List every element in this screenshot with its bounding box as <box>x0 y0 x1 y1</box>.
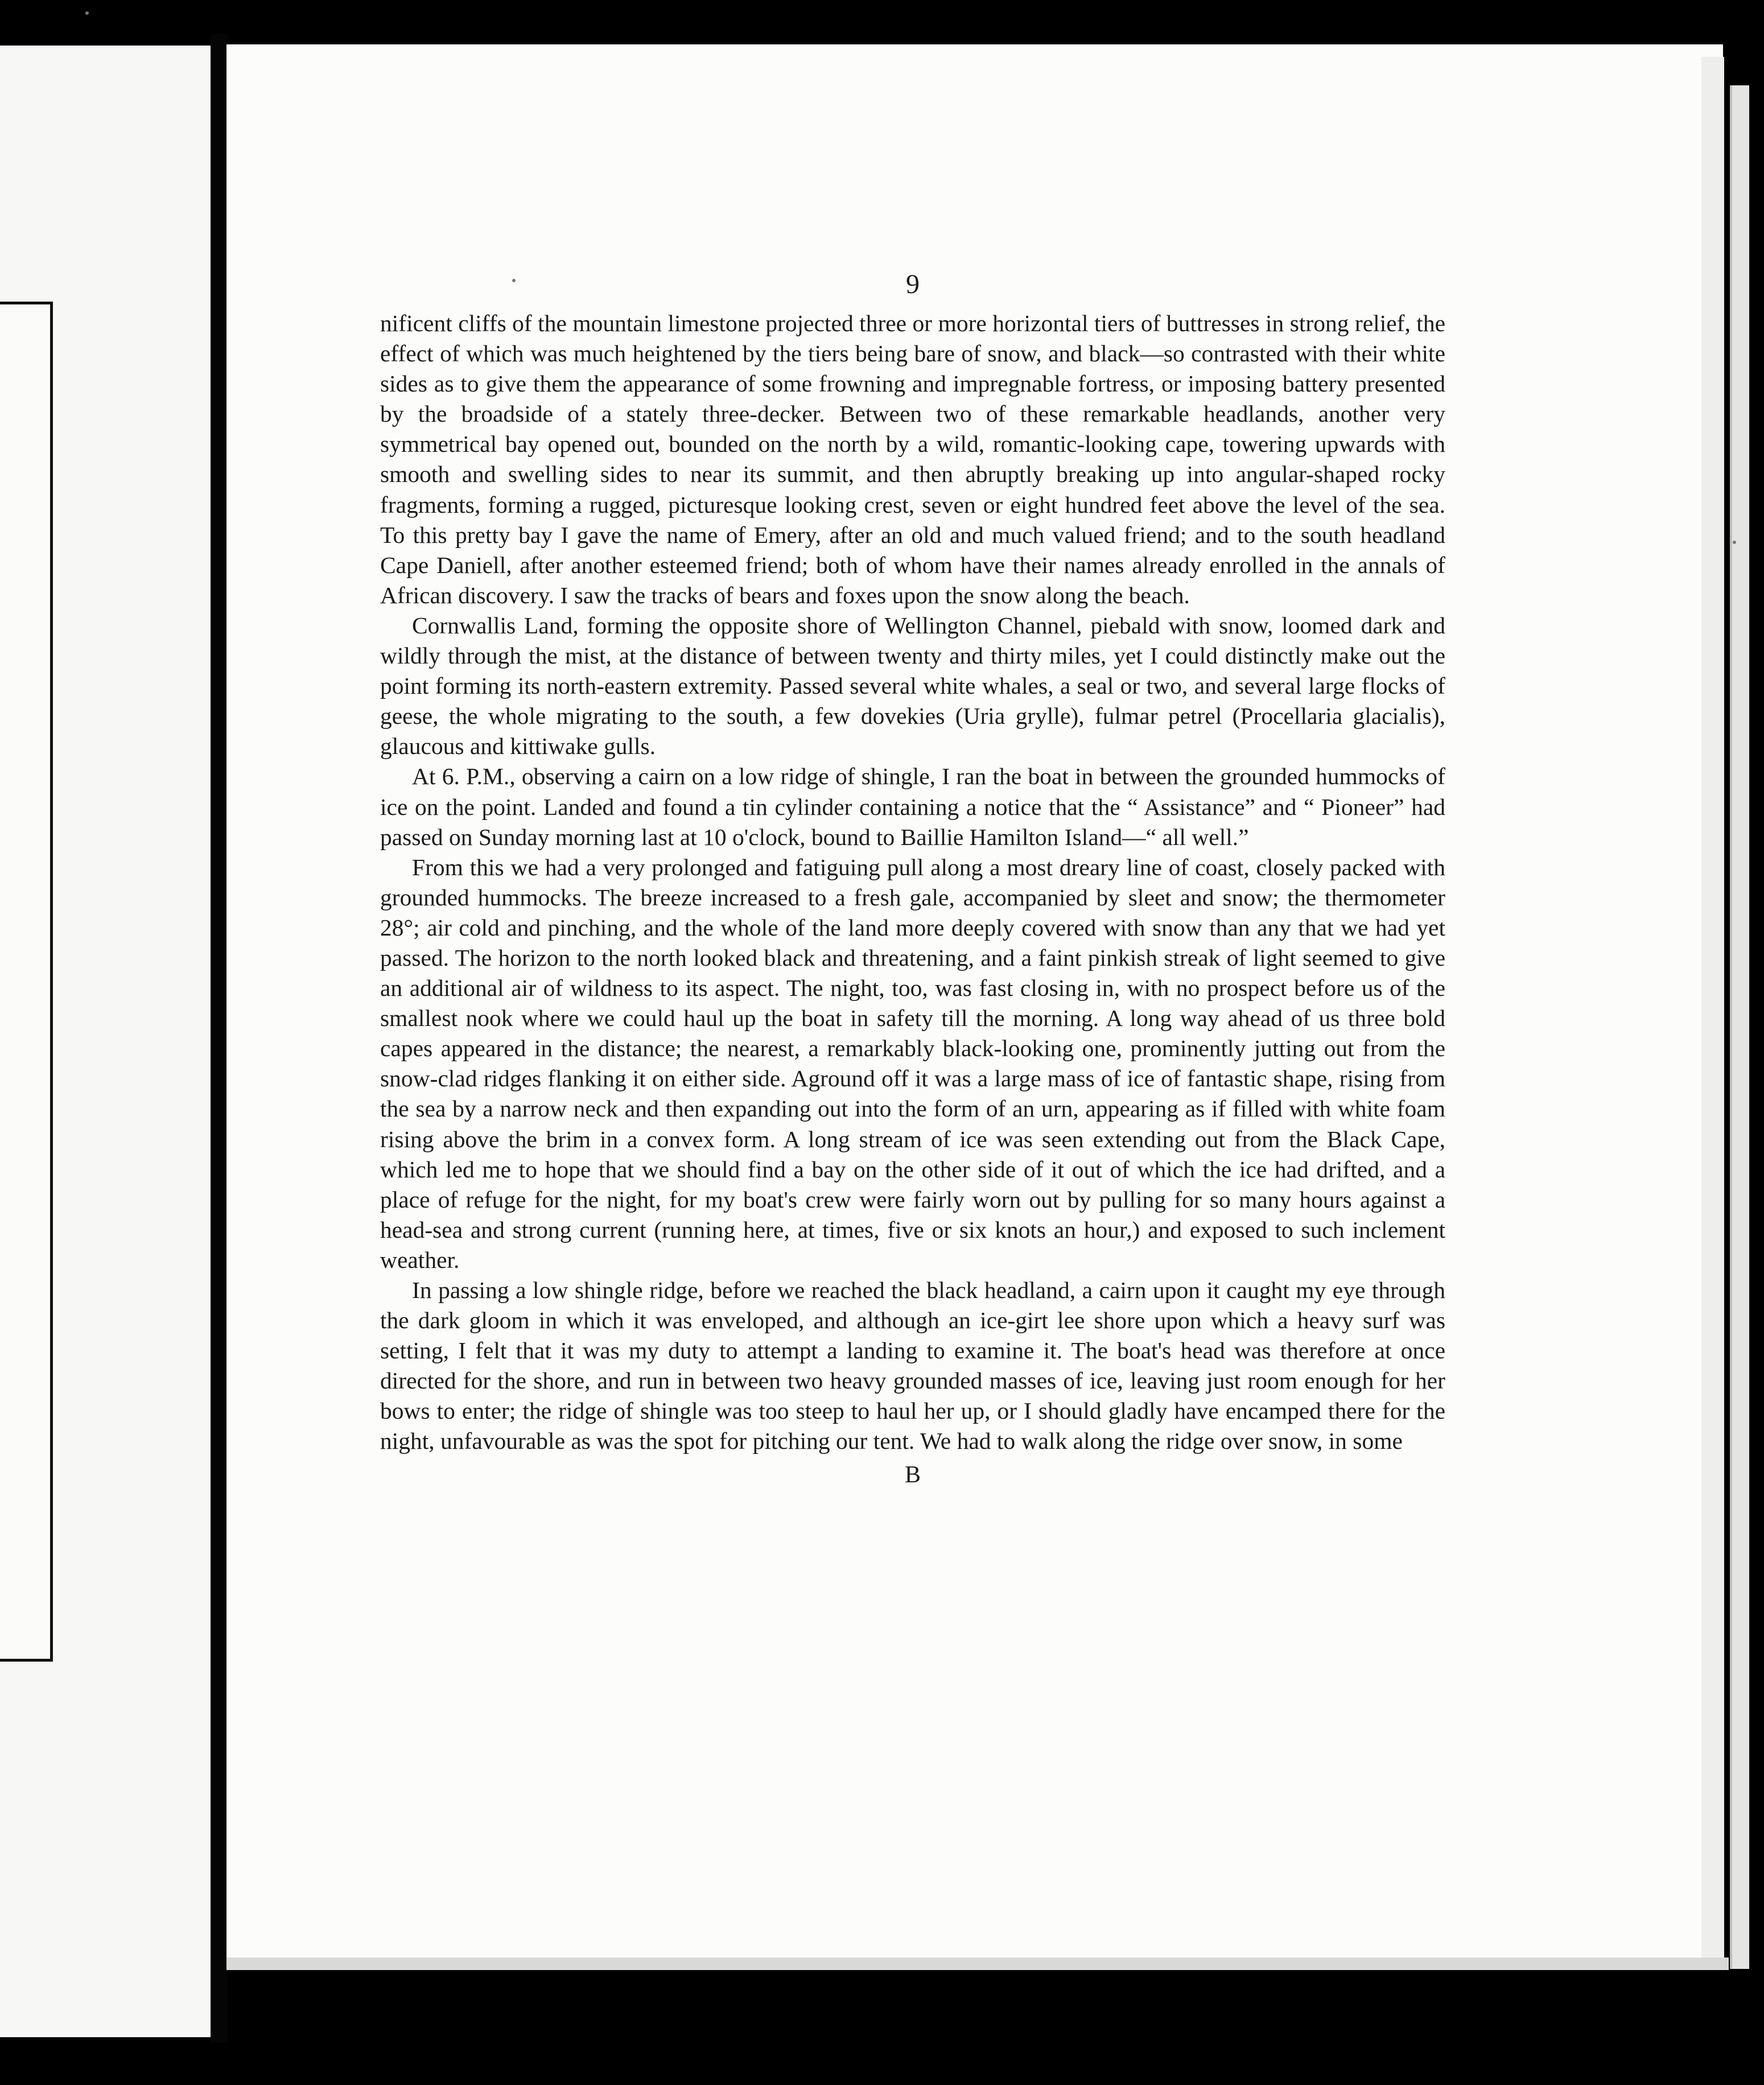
page-number: 9 <box>906 269 920 299</box>
paragraph: Cornwallis Land, forming the opposite shore of Wellington Channel, piebald with snow, loomed dark and wildly through the mist, at the distance of between twenty and thirty miles, yet I could distinctly make out the point forming its north-eastern extremity. Passed several white whales, a seal or two, and several large flocks of geese, the whole migrating to the south, a few dovekies (Uria grylle), fulmar petrel (Procellaria glacialis), glaucous and kittiwake gulls. <box>380 612 1445 760</box>
signature-mark: B <box>904 1461 921 1488</box>
book-gutter <box>211 34 228 2043</box>
page-text <box>380 262 1445 1492</box>
left-page-frame <box>0 302 53 1662</box>
page-edge <box>1701 57 1724 1963</box>
paragraph: From this we had a very prolonged and fatiguing pull along a most dreary line of coast, closely packed with grounded hummocks. The breeze increased to a fresh gale, accompanied by sleet and snow; the thermometer 28°; air cold and pinching, and the whole of the land more deeply covered with snow than any that we had yet passed. The horizon to the north looked black and threatening, and a faint pinkish streak of light seemed to give an additional air of wildness to its aspect. The night, too, was fast closing in, with no prospect before us of the smallest nook where we could haul up the boat in safety till the morning. A long way ahead of us three bold capes appeared in the distance; the nearest, a remarkably black-looking one, prominently jutting out from the snow-clad ridges flanking it on either side. Aground off it was a large mass of ice of fantastic shape, rising from the sea by a narrow neck and then expanding out into the form of an urn, appearing as if filled with white foam rising above the brim in a convex form. A long stream of ice was seen extending out from the Black Cape, which led me to hope that we should find a bay on the other side of it out of which the ice had drifted, and a place of refuge for the night, for my boat's crew were fairly worn out by pulling for so many hours against a head-sea and strong current (running here, at times, five or six knots an hour,) and exposed to such inclement weather. <box>380 854 1445 1273</box>
page-edge-back <box>1730 85 1749 1969</box>
paragraph: At 6. P.M., observing a cairn on a low ridge of shingle, I ran the boat in between the grounded hummocks of ice on the point. Landed and found a tin cylinder containing a notice that the “ Assistance” and “ Pioneer” had passed on Sunday morning last at 10 o'clock, bound to Baillie Hamilton Island—“ all well.” <box>380 763 1445 850</box>
paragraph: In passing a low shingle ridge, before we reached the black headland, a cairn upon it caught my eye through the dark gloom in which it was enveloped, and although an ice-girt lee shore upon which a heavy surf was setting, I felt that it was my duty to attempt a landing to examine it. The boat's head was therefore at once directed for the shore, and run in between two heavy grounded masses of ice, leaving just room enough for her bows to enter; the ridge of shingle was too steep to haul her up, or I should gladly have encamped there for the night, unfavourable as was the spot for pitching our tent. We had to walk along the ridge over snow, in some <box>380 1277 1445 1454</box>
scan-speck <box>1733 541 1736 544</box>
paragraph: nificent cliffs of the mountain limestone projected three or more horizontal tiers of buttresses in strong relief, the effect of which was much heightened by the tiers being bare of snow, and black—so contrasted with their white sides as to give them the appearance of some frowning and impregnable fortress, or imposing battery presented by the broadside of a stately three-decker. Between two of these remarkable headlands, another very symmetrical bay opened out, bounded on the north by a wild, romantic-looking cape, towering upwards with smooth and swelling sides to near its summit, and then abruptly breaking up into angular-shaped rocky fragments, forming a rugged, picturesque looking crest, seven or eight hundred feet above the level of the sea. To this pretty bay I gave the name of Emery, after an old and much valued friend; and to the south headland Cape Daniell, after another esteemed friend; both of whom have their names already enrolled in the annals of African discovery. I saw the tracks of bears and foxes upon the snow along the beach. <box>380 310 1445 608</box>
page-bottom-edge <box>226 1958 1729 1970</box>
scan-speck <box>85 11 89 15</box>
